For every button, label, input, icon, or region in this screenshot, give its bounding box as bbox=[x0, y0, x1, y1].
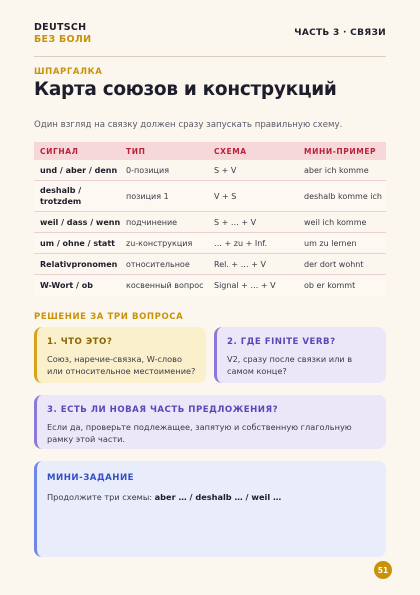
cell-signal: W-Wort / ob bbox=[40, 281, 93, 290]
cell-example: deshalb komme ich bbox=[304, 191, 382, 201]
col-header-scheme: СХЕМА bbox=[214, 146, 247, 156]
header-divider bbox=[34, 56, 386, 57]
section-heading-decision: РЕШЕНИЕ ЗА ТРИ ВОПРОСА bbox=[34, 312, 184, 322]
cell-example: um zu lernen bbox=[304, 238, 357, 248]
brand-line1: DEUTSCH bbox=[34, 22, 87, 33]
cell-type: подчинение bbox=[126, 217, 178, 227]
cell-signal: und / aber / denn bbox=[40, 165, 118, 175]
task-schemes: aber … / deshalb … / weil … bbox=[154, 492, 282, 502]
table-row bbox=[34, 275, 386, 296]
col-header-example: МИНИ-ПРИМЕР bbox=[304, 146, 377, 156]
chapter-label: ЧАСТЬ 3 · СВЯЗИ bbox=[294, 28, 386, 38]
conjunction-table bbox=[34, 142, 386, 296]
cell-type: позиция 1 bbox=[126, 191, 169, 201]
cell-scheme: Rel. + … + V bbox=[214, 259, 266, 269]
cell-scheme: S + … + V bbox=[214, 217, 257, 227]
cell-type: относительное bbox=[126, 259, 190, 269]
cell-example: der dort wohnt bbox=[304, 259, 364, 269]
task-prefix: Продолжите три схемы: bbox=[47, 492, 155, 502]
section-eyebrow: ШПАРГАЛКА bbox=[34, 67, 103, 77]
cell-signal: deshalb / trotzdem bbox=[40, 186, 82, 206]
card-title: 3. ЕСТЬ ЛИ НОВАЯ ЧАСТЬ ПРЕДЛОЖЕНИЯ? bbox=[47, 405, 279, 415]
card-text: Если да, проверьте подлежащее, запятую и собственную глагольную рамку этой части. bbox=[47, 422, 352, 444]
mini-task-card bbox=[34, 461, 386, 557]
question-card-1 bbox=[34, 327, 206, 383]
cell-signal: um / ohne / statt bbox=[40, 238, 115, 248]
cell-scheme: S + V bbox=[214, 165, 237, 175]
cell-type: zu-конструкция bbox=[126, 238, 193, 248]
page-header bbox=[34, 22, 386, 56]
question-card-2 bbox=[214, 327, 386, 383]
card-text bbox=[47, 491, 376, 503]
brand-line2: БЕЗ БОЛИ bbox=[34, 34, 92, 45]
card-title: 1. ЧТО ЭТО? bbox=[47, 337, 113, 347]
cell-example: ob er kommt bbox=[304, 281, 356, 290]
page-title: Карта союзов и конструкций bbox=[34, 79, 337, 100]
cell-type: 0-позиция bbox=[126, 165, 170, 175]
cell-type: косвенный вопрос bbox=[126, 281, 204, 290]
cell-scheme: Signal + … + V bbox=[214, 281, 276, 290]
card-text: V2, сразу после связки или в самом конце? bbox=[227, 354, 353, 376]
table-row bbox=[34, 254, 386, 275]
page-number-badge: 51 bbox=[374, 561, 392, 579]
col-header-type: ТИП bbox=[126, 146, 146, 156]
col-header-signal: СИГНАЛ bbox=[40, 146, 79, 156]
table-row bbox=[34, 212, 386, 233]
cell-example: aber ich komme bbox=[304, 165, 369, 175]
card-title: МИНИ-ЗАДАНИЕ bbox=[47, 473, 135, 483]
card-text: Союз, наречие-связка, W-слово или относительное местоимение? bbox=[47, 354, 196, 376]
table-row bbox=[34, 233, 386, 254]
question-card-3 bbox=[34, 395, 386, 449]
cell-example: weil ich komme bbox=[304, 217, 367, 227]
table-row bbox=[34, 160, 386, 181]
cell-scheme: … + zu + Inf. bbox=[214, 238, 268, 248]
card-title: 2. ГДЕ FINITE VERB? bbox=[227, 337, 336, 347]
table-header-row bbox=[34, 142, 386, 160]
cell-signal: weil / dass / wenn bbox=[40, 217, 121, 227]
lead-text: Один взгляд на связку должен сразу запускать правильную схему. bbox=[34, 120, 343, 130]
table-row bbox=[34, 181, 386, 212]
cell-signal: Relativpronomen bbox=[40, 259, 118, 269]
cell-scheme: V + S bbox=[214, 191, 237, 201]
